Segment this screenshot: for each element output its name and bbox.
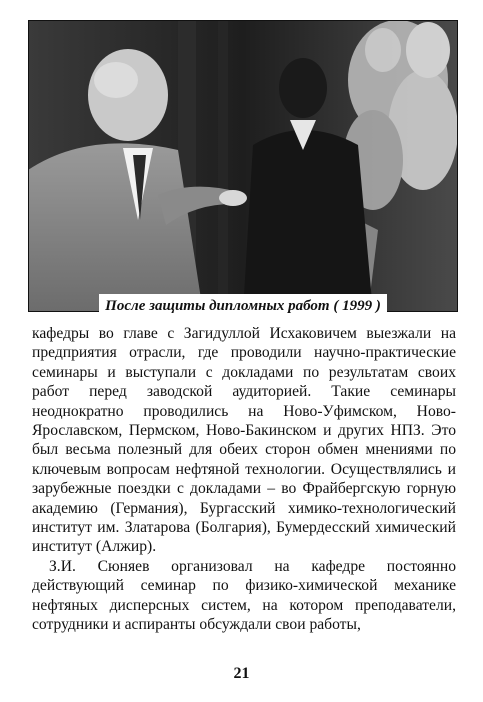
paragraph-1: кафедры во главе с Загидуллой Исхаковичем выезжали на предприятия отрасли, где проводили научно-практические семинары и выступали с докладами по результатам своих работ перед заводской аудиторией. Такие семинары неоднократно проводились на Ново-Уфимском, Ново-Ярославском, Пермском, Ново-Бакинском и других НПЗ. Это был весьма полезный для обеих сторон обмен мнениями по ключевым вопросам нефтяной технологии. Осуществлялись и зарубежные поездки с докладами – во Фрайбергскую горную академию (Германия), Бургасский химико-технологический институт им. Златарова (Болгария), Бумердесский химический институт (Алжир). (32, 325, 456, 556)
photo-illustration (28, 20, 458, 312)
figure-caption (28, 294, 458, 318)
paragraph-2: З.И. Сюняев организовал на кафедре постоянно действующий семинар по физико-химической механике нефтяных дисперсных систем, на котором преподаватели, сотрудники и аспиранты обсуждали свои работы, (32, 557, 456, 634)
page-number: 21 (233, 665, 250, 682)
caption-text: После защиты дипломных работ ( 1999 ) (99, 294, 387, 318)
body-text (32, 324, 456, 635)
photograph (28, 20, 458, 312)
